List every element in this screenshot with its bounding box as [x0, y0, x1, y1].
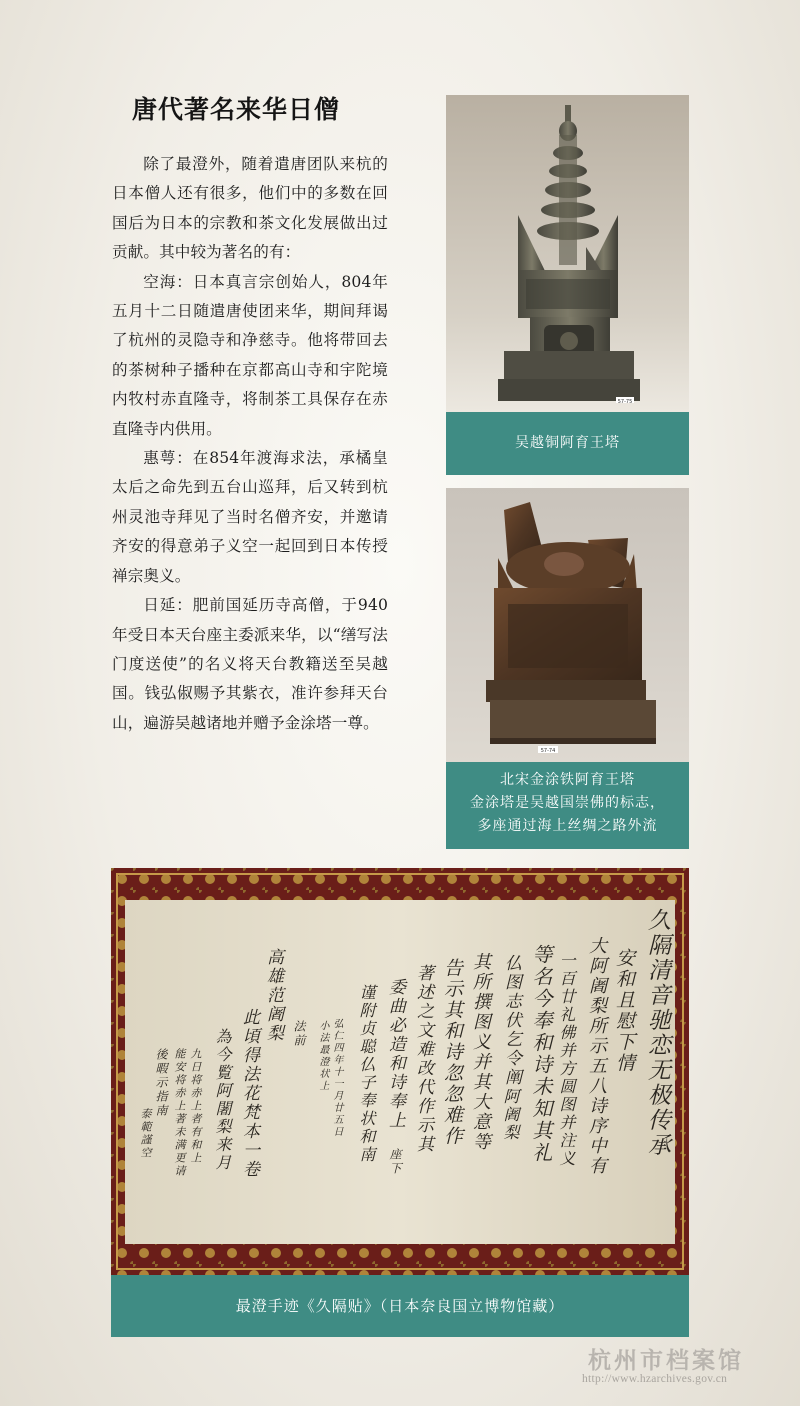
calligraphy-column: 高雄范阇梨: [263, 948, 283, 1043]
calligraphy-column: 能安将赤上著未满更请: [173, 1048, 186, 1178]
calligraphy-column: 谨附贞聪仏子奉状和南: [357, 984, 376, 1164]
iron-stupa-caption-line-3: 多座通过海上丝绸之路外流: [477, 818, 658, 834]
calligraphy-column: 一百廿礼佛并方圆图并注义: [557, 952, 576, 1168]
calligraphy-column: 泰範謹空: [139, 1108, 152, 1160]
calligraphy-column: 此頃得法花梵本一卷: [239, 1008, 259, 1179]
iron-stupa-label: 57-74: [540, 748, 556, 754]
bronze-stupa-photo: [446, 95, 689, 412]
calligraphy-column: 仏图志伏乞令阐: [501, 954, 521, 1087]
calligraphy-text: [139, 908, 670, 1238]
iron-stupa-photo: [446, 488, 689, 762]
calligraphy-column: 大阿阇梨所示五八诗序中有: [586, 936, 607, 1176]
calligraphy-photo: [111, 868, 689, 1275]
article-title: 唐代著名来华日僧: [132, 95, 341, 124]
paragraph-intro: 除了最澄外，随着遣唐团队来杭的日本僧人还有很多，他们中的多数在回国后为日本的宗教和茶文化发展做出过贡献。其中较为著名的有：: [112, 155, 388, 262]
calligraphy-column: 為今覧阿闍梨来月: [213, 1028, 232, 1172]
paragraph-kukai: 空海：日本真言宗创始人，804年五月十二日随遣唐使团来华，期间拜谒了杭州的灵隐寺和净慈寺。他将带回去的茶树种子播种在京都高山寺和宇陀境内牧村赤直隆寺，将制茶工具保存在赤直隆寺内供用。: [112, 272, 388, 438]
archive-url[interactable]: http://www.hzarchives.gov.cn: [582, 1373, 728, 1385]
calligraphy-column: 委曲必造和诗奉上: [385, 978, 405, 1130]
calligraphy-column: 座下: [388, 1148, 402, 1176]
article-body: [112, 150, 388, 738]
calligraphy-column: 弘仁四年十一月廿五日: [331, 1018, 342, 1138]
figure-iron-stupa: [446, 488, 689, 849]
bronze-stupa-caption: 吴越铜阿育王塔: [515, 435, 620, 451]
bronze-stupa-label: 57-75: [617, 399, 633, 405]
iron-stupa-caption: [446, 769, 689, 838]
calligraphy-column: 阿阇梨: [501, 1088, 520, 1142]
paragraph-nichien: 日延：肥前国延历寺高僧，于940年受日本天台座主委派来华，以“缮写法门度送使”的名义将天台教籍送至吴越国。钱弘俶赐予其紫衣，准许参拜天台山，遍游吴越诸地并赠予金涂塔一尊。: [112, 596, 388, 732]
calligraphy-column: 法前: [292, 1020, 306, 1048]
calligraphy-column: 九日将赤上者有和上: [189, 1048, 202, 1165]
calligraphy-column: 等名今奉和诗未知其礼: [529, 944, 553, 1164]
calligraphy-column: 後暇示指南: [154, 1048, 168, 1118]
archive-logo-text: 杭州市档案馆: [588, 1347, 744, 1374]
calligraphy-column: 久隔清音驰恋无极传承: [644, 908, 670, 1158]
paragraph-egaku: 惠萼：在854年渡海求法，承橘皇太后之命先到五台山巡拜，后又转到杭州灵池寺拜见了当时名僧齐安，并邀请齐安的得意弟子义空一起回到日本传授禅宗奥义。: [112, 449, 388, 585]
calligraphy-column: 小法最澄状上: [317, 1020, 328, 1092]
calligraphy-caption: 最澄手迹《久隔贴》（日本奈良国立博物馆藏）: [235, 1297, 565, 1315]
calligraphy-column: 著述之文难改代作示其: [413, 964, 433, 1154]
figure-calligraphy: [111, 868, 689, 1337]
calligraphy-column: 安和且慰下情: [613, 948, 635, 1074]
calligraphy-column: 其所撰图义并其大意等: [470, 952, 491, 1152]
figure-bronze-stupa: [446, 95, 689, 475]
iron-stupa-caption-line-1: 北宋金涂铁阿育王塔: [500, 772, 635, 788]
iron-stupa-caption-line-2: 金涂塔是吴越国崇佛的标志，: [470, 795, 665, 811]
calligraphy-column: 告示其和诗忽忽难作: [441, 958, 463, 1147]
